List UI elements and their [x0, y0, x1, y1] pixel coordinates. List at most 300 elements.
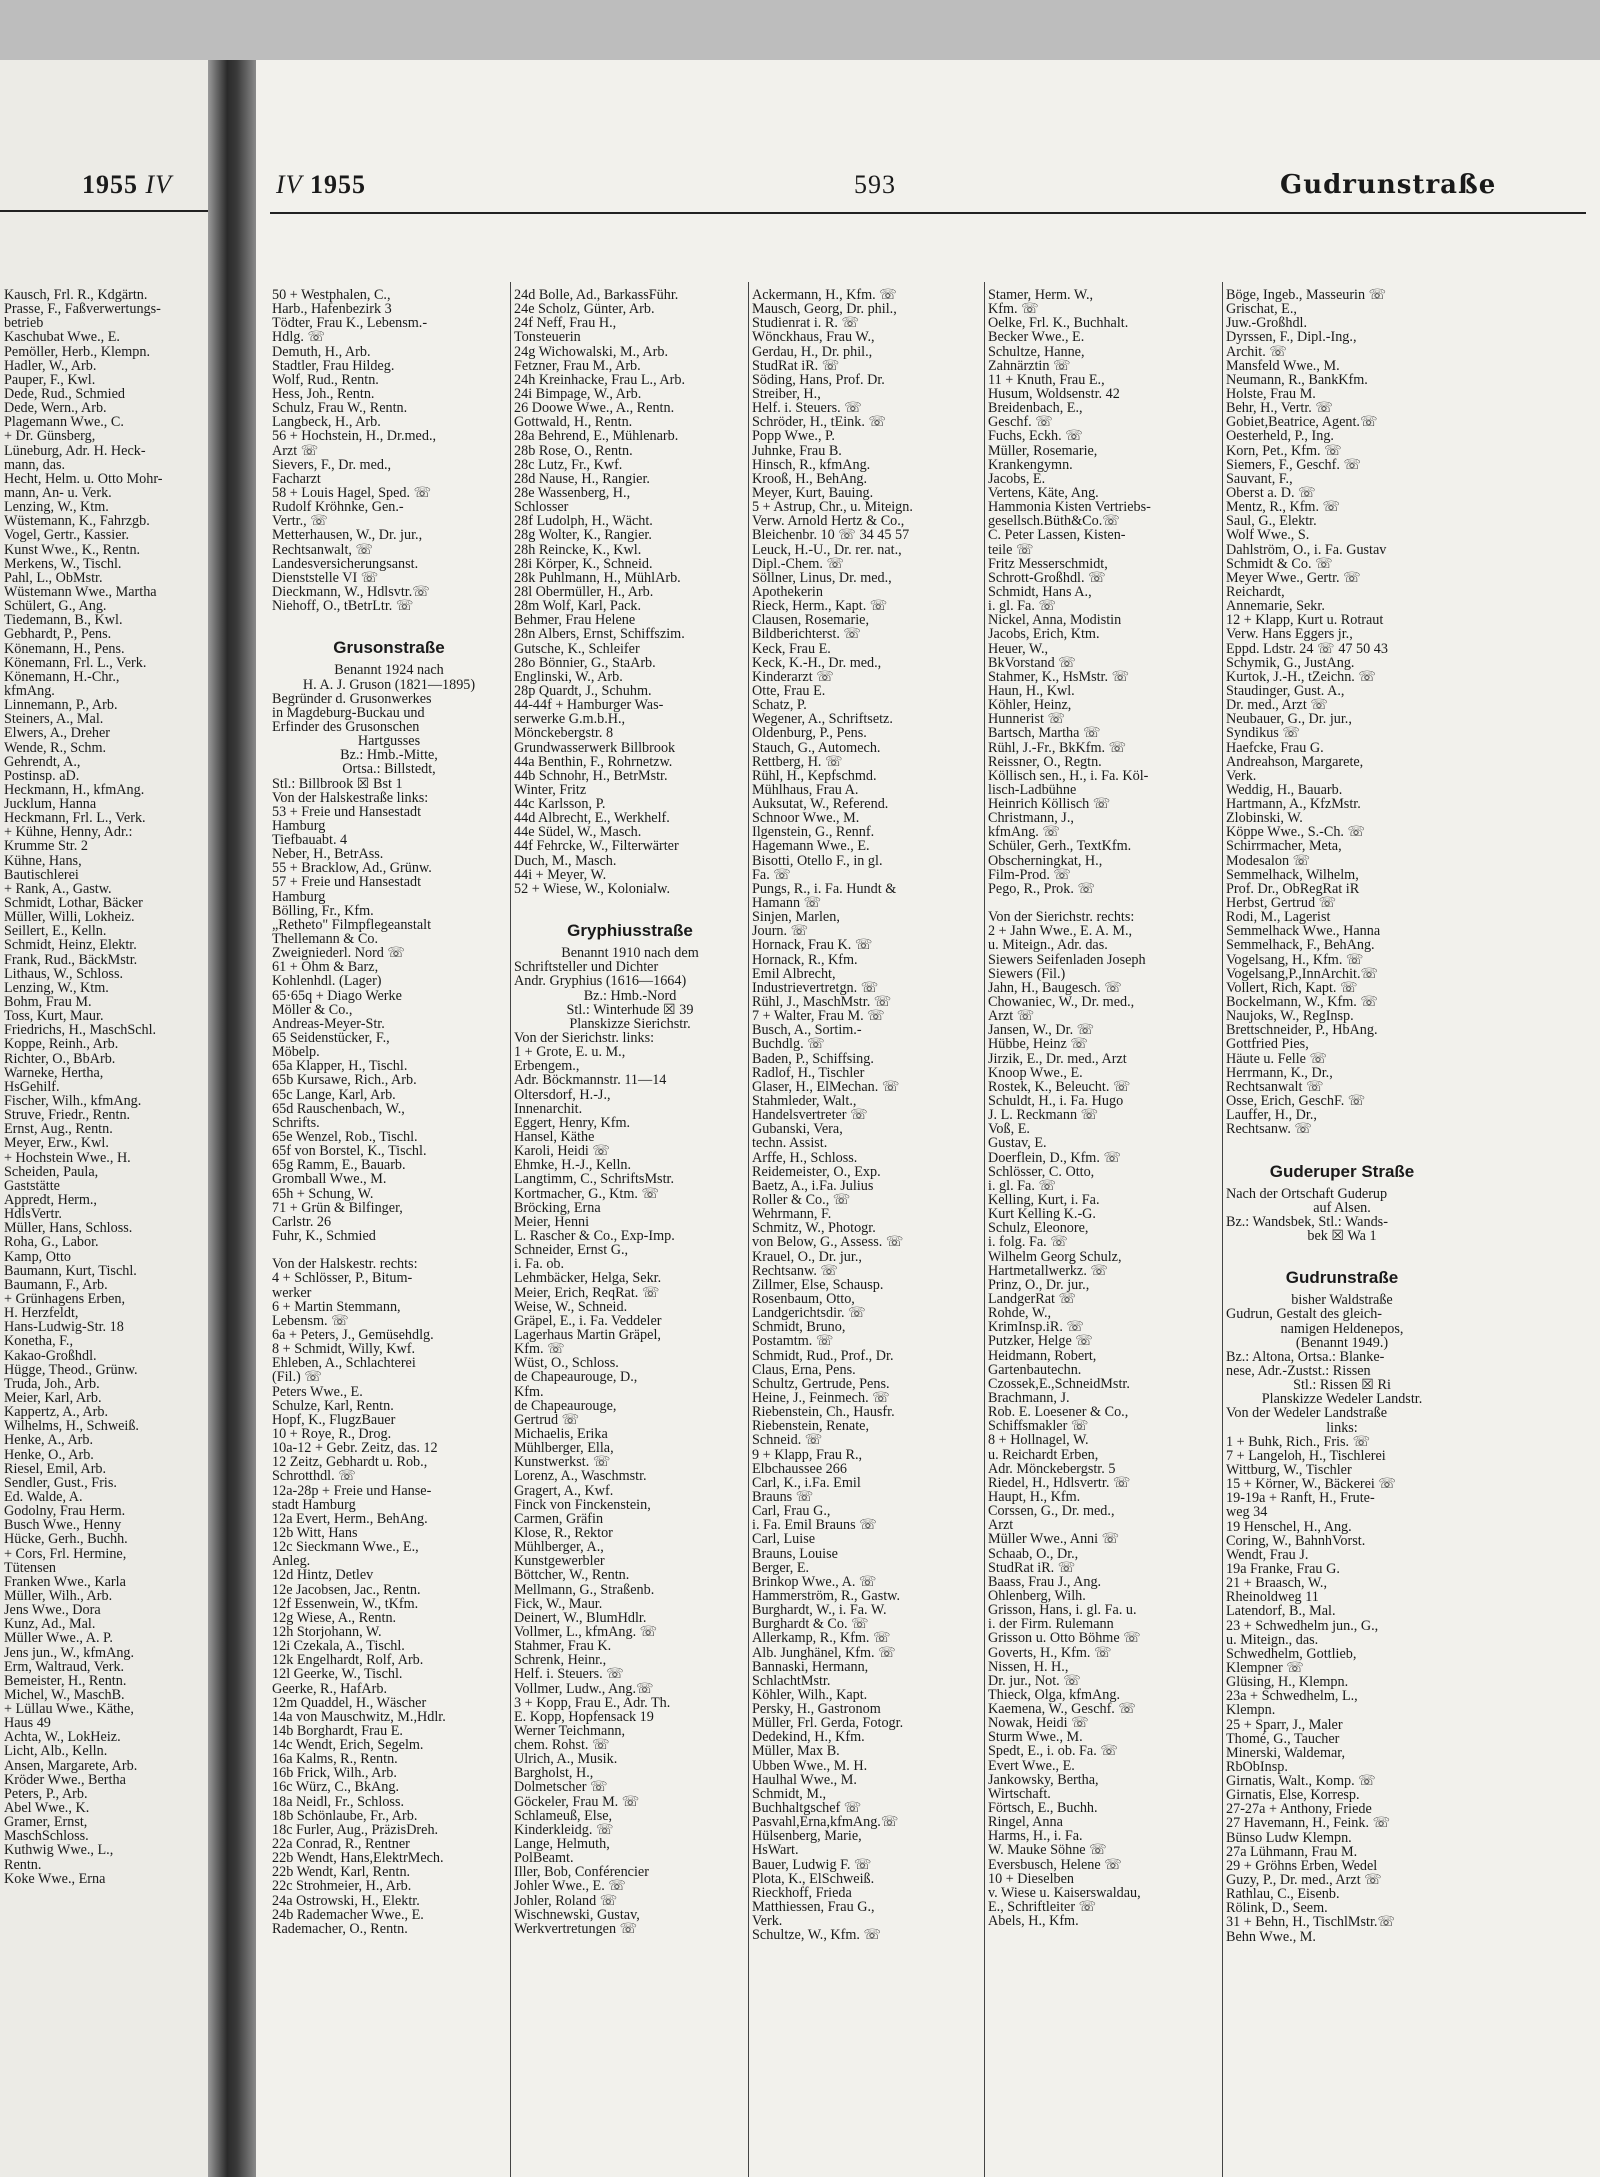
left-entry-line: Truda, Joh., Arb.: [4, 1375, 100, 1392]
entry-line: Semmelhack, F., BehAng.: [1226, 937, 1375, 954]
entry-line: Schultze, W., Kfm. ☏: [752, 1927, 882, 1943]
street-heading: Grusonstraße: [333, 638, 445, 658]
entry-line: Finck von Finckenstein,: [514, 1496, 651, 1513]
entry-line: Riebenstein, Ch., Hausfr.: [752, 1404, 895, 1421]
entry-line: Jansen, W., Dr. ☏: [988, 1022, 1095, 1039]
entry-line: Doerflein, D., Kfm. ☏: [988, 1149, 1122, 1166]
left-entry-line: Seillert, E., Kelln.: [4, 923, 107, 940]
entry-line: Landesversicherungsanst.: [272, 555, 419, 572]
left-entry-line: Busch Wwe., Henny: [4, 1517, 122, 1534]
left-entry-line: Kappertz, A., Arb.: [4, 1404, 109, 1421]
left-entry-line: Warneke, Hertha,: [4, 1064, 104, 1081]
left-entry-line: Müller, Hans, Schloss.: [4, 1220, 133, 1237]
left-entry-line: Riesel, Emil, Arb.: [4, 1460, 107, 1477]
entry-line: Neubauer, G., Dr. jur.,: [1226, 711, 1352, 728]
entry-line: Fritz Messerschmidt,: [988, 555, 1108, 572]
entry-line: Zillmer, Else, Schausp.: [752, 1276, 884, 1293]
left-entry-line: Kakao-Großhdl.: [4, 1347, 97, 1364]
entry-line: Mühlberger, A.,: [514, 1539, 604, 1556]
entry-line: 61 + Ohm & Barz,: [272, 959, 379, 976]
entry-line: Herrmann, K., Dr.,: [1226, 1064, 1333, 1081]
entry-line: Bz.: Hmb.-Mitte,: [340, 747, 438, 764]
entry-line: Oelke, Frl. K., Buchhalt.: [988, 315, 1129, 332]
entry-line: Grisson u. Otto Böhme ☏: [988, 1630, 1141, 1647]
entry-line: Alb. Junghänel, Kfm. ☏: [752, 1644, 896, 1661]
entry-line: Grundwasserwerk Billbrook: [514, 739, 676, 756]
entry-line: 24b Rademacher Wwe., E.: [272, 1906, 424, 1923]
entry-line: Stadtler, Frau Hildeg.: [272, 357, 395, 374]
left-entry-line: Schmidt, Heinz, Elektr.: [4, 937, 137, 954]
left-entry-line: Meier, Karl, Arb.: [4, 1389, 102, 1406]
entry-line: links:: [1326, 1419, 1358, 1436]
entry-line: teile ☏: [988, 541, 1034, 558]
entry-line: Wegener, A., Schriftsetz.: [752, 711, 893, 728]
entry-line: Otte, Frau E.: [752, 682, 826, 699]
entry-line: Planskizze Sierichstr.: [569, 1015, 691, 1032]
entry-line: Innenarchit.: [514, 1100, 583, 1117]
left-entry-line: HdlsVertr.: [4, 1206, 62, 1223]
entry-line: 7 + Walter, Frau M. ☏: [752, 1008, 885, 1025]
entry-line: Mellmann, G., Straßenb.: [514, 1581, 655, 1598]
entry-line: Köhler, Heinz,: [988, 697, 1072, 714]
entry-line: Rieck, Herm., Kapt. ☏: [752, 598, 888, 615]
entry-line: Dipl.-Chem. ☏: [752, 555, 845, 572]
entry-line: 8 + Hollnagel, W.: [988, 1432, 1089, 1449]
entry-line: Anleg.: [272, 1553, 311, 1570]
entry-line: Dedekind, H., Kfm.: [752, 1729, 865, 1746]
entry-line: Lebensm. ☏: [272, 1312, 349, 1329]
entry-line: i. folg. Fa. ☏: [988, 1234, 1069, 1251]
entry-line: Buchdlg. ☏: [752, 1036, 825, 1053]
left-entry-line: Merkens, W., Tischl.: [4, 555, 122, 572]
entry-line: Rostek, K., Beleucht. ☏: [988, 1078, 1131, 1095]
entry-line: Andr. Gryphius (1616—1664): [514, 973, 687, 990]
entry-line: StudRat iR. ☏: [752, 357, 840, 374]
entry-line: Bildberichterst. ☏: [752, 626, 862, 643]
entry-line: Andreahson, Margarete,: [1226, 753, 1364, 770]
entry-line: Burghardt & Co. ☏: [752, 1616, 869, 1633]
entry-line: Förtsch, E., Buchh.: [988, 1800, 1098, 1817]
entry-line: in Magdeburg-Buckau und: [272, 704, 425, 721]
entry-line: 14b Borghardt, Frau E.: [272, 1722, 403, 1739]
left-entry-line: Lüneburg, Adr. H. Heck-: [4, 442, 146, 459]
entry-line: 21 + Braasch, W.,: [1226, 1575, 1327, 1592]
entry-line: Archit. ☏: [1226, 343, 1288, 360]
left-entry-line: Konetha, F.,: [4, 1333, 74, 1350]
entry-line: Gubanski, Vera,: [752, 1121, 843, 1138]
entry-line: Deinert, W., BlumHdlr.: [514, 1609, 647, 1626]
entry-line: 58 + Louis Hagel, Sped. ☏: [272, 484, 432, 501]
entry-line: u. Miteign., das.: [1226, 1631, 1319, 1648]
entry-line: Siewers (Fil.): [988, 965, 1066, 982]
entry-line: PolBeamt.: [514, 1850, 574, 1867]
entry-line: Leuck, H.-U., Dr. rer. nat.,: [752, 541, 902, 558]
left-entry-line: Kunst Wwe., K., Rentn.: [4, 541, 141, 558]
entry-line: Lorenz, A., Waschmstr.: [514, 1468, 647, 1485]
entry-line: Rölink, D., Seem.: [1226, 1900, 1328, 1917]
left-entry-line: Jucklum, Hanna: [4, 796, 97, 813]
entry-line: 56 + Hochstein, H., Dr.med.,: [272, 428, 437, 445]
left-entry-line: mann, das.: [4, 456, 66, 473]
entry-line: Sturm Wwe., M.: [988, 1729, 1083, 1746]
left-entry-line: Henke, O., Arb.: [4, 1446, 94, 1463]
entry-line: Böge, Ingeb., Masseurin ☏: [1226, 288, 1387, 303]
entry-line: 26 Doowe Wwe., A., Rentn.: [514, 400, 675, 417]
entry-line: Pasvahl,Erna,kfmAng.☏: [752, 1814, 899, 1831]
left-entry-line: Kaschubat Wwe., E.: [4, 329, 120, 346]
entry-line: 19 Henschel, H., Ang.: [1226, 1518, 1352, 1535]
entry-line: Stamer, Herm. W.,: [988, 288, 1094, 303]
entry-line: Thomé, G., Taucher: [1226, 1730, 1340, 1747]
entry-line: Film-Prod. ☏: [988, 866, 1072, 883]
entry-line: 28i Körper, K., Schneid.: [514, 555, 653, 572]
entry-line: Niehoff, O., tBetrLtr. ☏: [272, 598, 414, 615]
left-entry-line: Kunz, Ad., Mal.: [4, 1616, 96, 1633]
entry-line: Rathlau, C., Eisenb.: [1226, 1886, 1340, 1903]
entry-line: 28d Nause, H., Rangier.: [514, 470, 650, 487]
left-entry-line: Pauper, F., Kwl.: [4, 371, 96, 388]
entry-line: 18a Neidl, Fr., Schloss.: [272, 1793, 405, 1810]
left-entry-line: Kröder Wwe., Bertha: [4, 1771, 126, 1788]
left-entry-line: + Rank, A., Gastw.: [4, 880, 112, 897]
left-entry-line: Hans-Ludwig-Str. 18: [4, 1319, 124, 1336]
entry-line: Staudinger, Gust. A.,: [1226, 682, 1345, 699]
entry-line: 28g Wolter, K., Rangier.: [514, 527, 652, 544]
entry-line: Mausch, Georg, Dr. phil.,: [752, 301, 897, 318]
entry-line: 50 + Westphalen, C.,: [272, 288, 391, 303]
entry-line: 12c Sieckmann Wwe., E.,: [272, 1539, 419, 1556]
entry-line: Kurtok, J.-H., tZeichn. ☏: [1226, 668, 1377, 685]
entry-line: Hansel, Käthe: [514, 1129, 595, 1146]
entry-line: Sievers, F., Dr. med.,: [272, 456, 392, 473]
left-entry-line: Krumme Str. 2: [4, 838, 88, 855]
entry-line: Demuth, H., Arb.: [272, 343, 371, 360]
entry-line: Schrotthdl. ☏: [272, 1468, 356, 1485]
entry-line: Schlameuß, Else,: [514, 1807, 613, 1824]
entry-line: 53 + Freie und Hansestadt: [272, 803, 422, 820]
entry-line: Söding, Hans, Prof. Dr.: [752, 371, 885, 388]
entry-line: Harms, H., i. Fa.: [988, 1828, 1083, 1845]
left-entry-line: Richter, O., BbArb.: [4, 1050, 116, 1067]
left-entry-line: Bemeister, H., Rentn.: [4, 1672, 127, 1689]
entry-line: Riedel, H., Hdlsvertr. ☏: [988, 1474, 1131, 1491]
entry-line: gesellsch.Büth&Co.☏: [988, 513, 1121, 530]
entry-line: Peters Wwe., E.: [272, 1383, 363, 1400]
entry-line: Krooß, H., BehAng.: [752, 470, 868, 487]
entry-line: 28a Behrend, E., Mühlenarb.: [514, 428, 679, 445]
entry-line: Sauvant, F.,: [1226, 470, 1293, 487]
entry-line: Ehleben, A., Schlachterei: [272, 1355, 416, 1372]
entry-line: Bleichenbr. 10 ☏ 34 45 57: [752, 527, 910, 544]
entry-line: 65d Rauschenbach, W.,: [272, 1100, 405, 1117]
entry-line: Schröder, H., tEink. ☏: [752, 414, 887, 431]
left-entry-line: + Grünhagens Erben,: [4, 1290, 126, 1307]
entry-line: Kfm. ☏: [514, 1341, 565, 1358]
entry-line: 10 + Dieselben: [988, 1870, 1075, 1887]
entry-line: Karoli, Heidi ☏: [514, 1143, 611, 1160]
entry-line: bek ☒ Wa 1: [1307, 1228, 1377, 1244]
entry-line: Neumann, R., BankKfm.: [1226, 371, 1368, 388]
entry-line: 44f Fehrcke, W., Filterwärter: [514, 838, 679, 855]
entry-line: [1226, 1243, 1458, 1257]
entry-line: 6a + Peters, J., Gemüsehdlg.: [272, 1326, 434, 1343]
entry-line: Weise, W., Schneid.: [514, 1298, 628, 1315]
entry-line: Von der Sierichstr. rechts:: [988, 909, 1135, 926]
entry-line: Gromball Wwe., M.: [272, 1171, 387, 1188]
entry-line: Baass, Frau J., Ang.: [988, 1573, 1102, 1590]
entry-line: de Chapeaurouge, D.,: [514, 1369, 638, 1386]
entry-line: Schlösser, C. Otto,: [988, 1163, 1095, 1180]
entry-line: J. L. Reckmann ☏: [988, 1107, 1099, 1124]
entry-line: Werner Teichmann,: [514, 1722, 626, 1739]
entry-line: Mönckebergstr. 8: [514, 725, 614, 742]
left-entry-line: Postinsp. aD.: [4, 767, 80, 784]
entry-line: 12g Wiese, A., Rentn.: [272, 1609, 397, 1626]
left-entry-line: Appredt, Herm.,: [4, 1192, 97, 1208]
entry-line: Fuchs, Eckh. ☏: [988, 428, 1083, 445]
left-entry-line: Wüstemann Wwe., Martha: [4, 583, 157, 600]
entry-line: Studienrat i. R. ☏: [752, 315, 860, 332]
entry-line: Haupt, H., Kfm.: [988, 1488, 1081, 1505]
entry-line: Hammonia Kisten Vertriebs-: [988, 499, 1151, 516]
entry-line: Kunstwerkst. ☏: [514, 1454, 611, 1471]
left-entry-line: Haus 49: [4, 1715, 51, 1732]
entry-line: Kfm.: [514, 1383, 544, 1400]
left-entry-line: Könemann, H.-Chr.,: [4, 668, 120, 685]
entry-line: Schnoor Wwe., M.: [752, 810, 860, 827]
entry-line: Krauel, O., Dr. jur.,: [752, 1248, 862, 1265]
left-entry-line: Lenzing, W., Ktm.: [4, 499, 109, 516]
entry-line: Schrifts.: [272, 1114, 320, 1131]
entry-line: Bröcking, Erna: [514, 1199, 601, 1216]
entry-line: Fick, W., Maur.: [514, 1595, 603, 1612]
left-entry-line: Friedrichs, H., MaschSchl.: [4, 1022, 157, 1039]
entry-line: Putzker, Helge ☏: [988, 1333, 1094, 1350]
entry-line: Wischnewski, Gustav,: [514, 1906, 640, 1923]
entry-line: Berger, E.: [752, 1559, 810, 1576]
left-entry-line: Michel, W., MaschB.: [4, 1686, 125, 1703]
left-entry-line: Lenzing, W., Ktm.: [4, 979, 109, 996]
entry-line: Juw.-Großhdl.: [1226, 315, 1308, 332]
entry-line: 15 + Körner, W., Bäckerei ☏: [1226, 1476, 1397, 1493]
entry-line: Vertens, Käte, Ang.: [988, 484, 1099, 501]
entry-line: Ringel, Anna: [988, 1814, 1063, 1831]
entry-line: Behr, H., Vertr. ☏: [1226, 400, 1334, 417]
entry-line: Müller, Rosemarie,: [988, 442, 1098, 459]
entry-line: 65c Lange, Karl, Arb.: [272, 1086, 396, 1103]
entry-line: Bz.: Wandsbek, Stl.: Wands-: [1226, 1213, 1388, 1230]
entry-line: Spedt, E., i. ob. Fa. ☏: [988, 1743, 1119, 1760]
entry-line: 14c Wendt, Erich, Segelm.: [272, 1737, 424, 1754]
entry-line: Handelsvertreter ☏: [752, 1107, 868, 1124]
entry-line: Kunstgewerbler: [514, 1553, 605, 1570]
entry-line: 5 + Astrup, Chr., u. Miteign.: [752, 499, 913, 516]
left-entry-line: Kuthwig Wwe., L.,: [4, 1842, 114, 1859]
entry-line: Annemarie, Sekr.: [1226, 598, 1325, 615]
entry-line: Kurt Kelling K.-G.: [988, 1206, 1096, 1223]
entry-line: Köllisch sen., H., i. Fa. Köl-: [988, 767, 1149, 784]
entry-line: Brauns ☏: [752, 1488, 814, 1505]
entry-line: Czossek,E.,SchneidMstr.: [988, 1375, 1130, 1392]
entry-line: 28p Quardt, J., Schuhm.: [514, 682, 652, 699]
entry-line: 10 + Roye, R., Drog.: [272, 1425, 392, 1442]
entry-line: Rettberg, H. ☏: [752, 753, 843, 770]
entry-line: Oltersdorf, H.-J.,: [514, 1086, 611, 1103]
entry-line: Metterhausen, W., Dr. jur.,: [272, 527, 423, 544]
left-entry-line: mann, An- u. Verk.: [4, 484, 112, 501]
entry-line: Hagemann Wwe., E.: [752, 838, 870, 855]
entry-line: E., Schriftleiter ☏: [988, 1899, 1097, 1916]
entry-line: Stauch, G., Automech.: [752, 739, 881, 756]
entry-line: 44e Südel, W., Masch.: [514, 824, 642, 841]
entry-line: Jahn, H., Baugesch. ☏: [988, 979, 1122, 996]
entry-line: Haefcke, Frau G.: [1226, 739, 1324, 756]
entry-line: Zahnärztin ☏: [988, 357, 1071, 374]
entry-line: Harb., Hafenbezirk 3: [272, 301, 392, 318]
left-entry-line: Linnemann, P., Arb.: [4, 697, 118, 714]
entry-line: Hornack, Frau K. ☏: [752, 937, 873, 954]
column-4: [988, 288, 1220, 1928]
right-header-year: 1955: [310, 170, 367, 199]
entry-line: Carl, K., i.Fa. Emil: [752, 1474, 861, 1491]
entry-line: Abels, H., Kfm.: [988, 1913, 1079, 1929]
entry-line: StudRat iR. ☏: [988, 1559, 1076, 1576]
entry-line: 44i + Meyer, W.: [514, 866, 607, 883]
entry-line: [514, 896, 746, 910]
entry-line: Böttcher, W., Rentn.: [514, 1567, 630, 1584]
left-entry-line: Wilhelms, H., Schweiß.: [4, 1418, 139, 1435]
left-entry-line: Müller, Willi, Lokheiz.: [4, 909, 135, 926]
entry-line: Hamburg: [272, 817, 326, 834]
entry-line: Pego, R., Prok. ☏: [988, 880, 1096, 897]
entry-line: Dr. jur., Not. ☏: [988, 1672, 1082, 1689]
entry-line: 65·65q + Diago Werke: [272, 987, 402, 1004]
entry-line: Gutsche, K., Schleifer: [514, 640, 640, 657]
left-page: [0, 60, 208, 2177]
entry-line: Industrievertretgn. ☏: [752, 979, 879, 996]
entry-line: Fuhr, K., Schmied: [272, 1228, 376, 1244]
entry-line: nese, Adr.-Zustst.: Rissen: [1226, 1362, 1371, 1379]
entry-line: 2 + Jahn Wwe., E. A. M.,: [988, 923, 1133, 940]
entry-line: serwerke G.m.b.H.,: [514, 711, 626, 728]
entry-line: Müller, Frl. Gerda, Fotogr.: [752, 1715, 904, 1732]
entry-line: Rosenbaum, Otto,: [752, 1290, 855, 1307]
left-entry-line: Jens Wwe., Dora: [4, 1602, 101, 1619]
left-entry-line: Gramer, Ernst,: [4, 1814, 88, 1831]
entry-line: Bockelmann, W., Kfm. ☏: [1226, 994, 1379, 1011]
entry-line: Riebenstein, Renate,: [752, 1418, 870, 1435]
entry-line: Osse, Erich, GeschF. ☏: [1226, 1093, 1366, 1110]
entry-line: 11 + Knuth, Frau E.,: [988, 371, 1105, 388]
entry-line: Schulze, Karl, Rentn.: [272, 1397, 394, 1414]
entry-line: Hunnerist ☏: [988, 711, 1066, 728]
entry-line: Kohlenhdl. (Lager): [272, 973, 382, 990]
entry-line: Baetz, A., i.Fa. Julius: [752, 1177, 874, 1194]
entry-line: Reichardt,: [1226, 583, 1285, 600]
entry-line: Gudrun, Gestalt des gleich-: [1226, 1306, 1383, 1323]
left-entry-line: kfmAng.: [4, 682, 55, 699]
entry-line: 6 + Martin Stemmann,: [272, 1298, 401, 1315]
entry-line: Schmitz, W., Photogr.: [752, 1220, 876, 1237]
entry-line: Mentz, R., Kfm. ☏: [1226, 499, 1341, 516]
left-entry-line: Baumann, F., Arb.: [4, 1276, 108, 1293]
entry-line: Gräpel, E., i. Fa. Veddeler: [514, 1312, 662, 1329]
entry-line: de Chapeaurouge,: [514, 1397, 617, 1414]
entry-line: Carlstr. 26: [272, 1213, 332, 1230]
entry-line: Landgerichtsdir. ☏: [752, 1305, 866, 1322]
entry-line: Hartmann, A., KfzMstr.: [1226, 796, 1361, 813]
entry-line: Hopf, K., FlugzBauer: [272, 1411, 396, 1428]
entry-line: Mühlberger, Ella,: [514, 1440, 614, 1457]
book-gutter: [208, 60, 256, 2177]
street-heading: Guderuper Straße: [1269, 1161, 1415, 1181]
entry-line: Jacobs, Erich, Ktm.: [988, 626, 1100, 643]
entry-line: Haulhal Wwe., M.: [752, 1771, 857, 1788]
entry-line: Rohde, W.,: [988, 1305, 1052, 1322]
entry-line: Buchhaltgschef ☏: [752, 1800, 862, 1817]
entry-line: Wehrmann, F.: [752, 1206, 832, 1223]
entry-line: Klempn.: [1226, 1702, 1276, 1719]
entry-line: Busch, A., Sortim.-: [752, 1022, 862, 1039]
entry-line: Planskizze Wedeler Landstr.: [1261, 1391, 1423, 1408]
left-entry-line: H. Herzfeldt,: [4, 1305, 79, 1322]
entry-line: Köppe Wwe., S.-Ch. ☏: [1226, 824, 1366, 841]
entry-line: Schymik, G., JustAng.: [1226, 654, 1355, 671]
entry-line: 24d Bolle, Ad., BarkassFühr.: [514, 288, 679, 303]
entry-line: Bauer, Ludwig F. ☏: [752, 1856, 872, 1873]
entry-line: Latendorf, B., Mal.: [1226, 1603, 1336, 1620]
entry-line: Johler, Roland ☏: [514, 1892, 618, 1909]
entry-line: Duch, M., Masch.: [514, 852, 617, 869]
entry-line: Wolf Wwe., S.: [1226, 527, 1310, 544]
entry-line: Englinski, W., Arb.: [514, 668, 623, 685]
entry-line: Hornack, R., Kfm.: [752, 951, 858, 968]
entry-line: Coring, W., BahnhVorst.: [1226, 1532, 1366, 1549]
entry-line: Nowak, Heidi ☏: [988, 1715, 1089, 1732]
entry-line: C. Peter Lassen, Kisten-: [988, 527, 1126, 544]
entry-line: Brinkop Wwe., A. ☏: [752, 1573, 877, 1590]
left-entry-line: Achta, W., LokHeiz.: [4, 1729, 121, 1746]
entry-line: Kaemena, W., Geschf. ☏: [988, 1701, 1137, 1718]
entry-line: Corssen, G., Dr. med.,: [988, 1503, 1115, 1520]
column-divider-1: [510, 282, 511, 2177]
left-entry-line: Müller Wwe., A. P.: [4, 1630, 113, 1647]
entry-line: Schneider, Ernst G.,: [514, 1242, 629, 1259]
entry-line: Korn, Pet., Kfm. ☏: [1226, 442, 1342, 459]
left-column: [4, 288, 204, 1886]
entry-line: Stl.: Winterhude ☒ 39: [566, 1001, 694, 1018]
entry-line: Plota, K., ElSchweiß.: [752, 1870, 875, 1887]
entry-line: Christmann, J.,: [988, 810, 1074, 827]
entry-line: 28b Rose, O., Rentn.: [514, 442, 633, 459]
entry-line: 31 + Behn, H., TischlMstr.☏: [1226, 1914, 1396, 1931]
entry-line: Jankowsky, Bertha,: [988, 1771, 1099, 1788]
entry-line: 28o Bönnier, G., StaArb.: [514, 654, 656, 671]
entry-line: 23 + Schwedhelm jun., G.,: [1226, 1617, 1379, 1634]
entry-line: Fetzner, Frau M., Arb.: [514, 357, 641, 374]
entry-line: Gottwald, H., Rentn.: [514, 414, 633, 431]
entry-line: Baden, P., Schiffsing.: [752, 1050, 874, 1067]
entry-line: Weddig, H., Bauarb.: [1226, 781, 1343, 798]
entry-line: Guzy, P., Dr. med., Arzt ☏: [1226, 1872, 1382, 1889]
entry-line: Vollmer, L., kfmAng. ☏: [514, 1623, 658, 1640]
entry-line: 12i Czekala, A., Tischl.: [272, 1638, 405, 1655]
entry-line: Schulz, Eleonore,: [988, 1220, 1089, 1237]
left-entry-line: Jens jun., W., kfmAng.: [4, 1644, 135, 1661]
entry-line: Von der Wedeler Landstraße: [1226, 1405, 1388, 1422]
entry-line: Heidmann, Robert,: [988, 1347, 1097, 1364]
entry-line: Von der Halskestraße links:: [272, 789, 429, 806]
